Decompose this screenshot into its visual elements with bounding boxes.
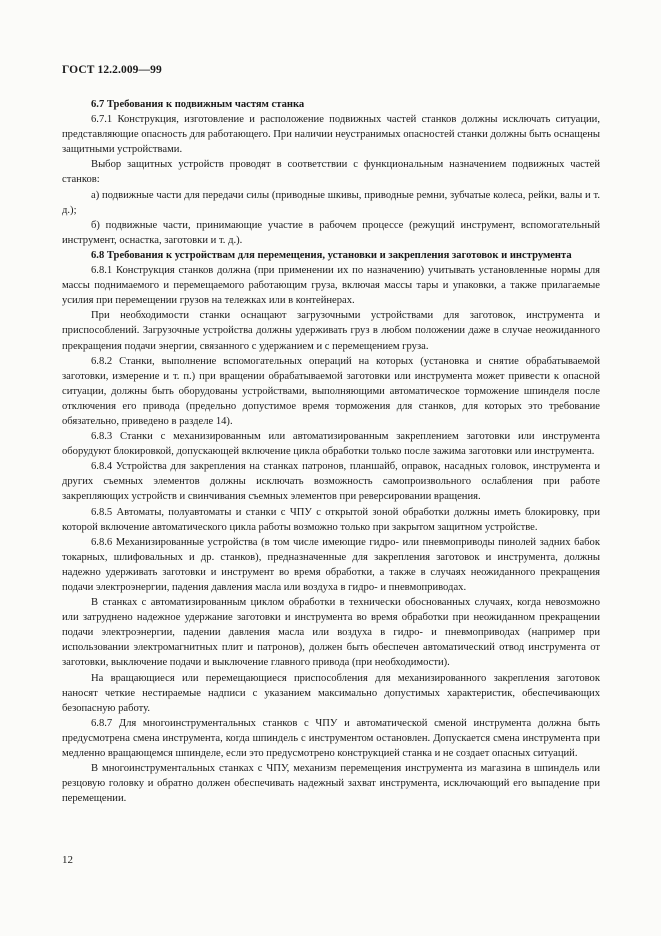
body-paragraph: В станках с автоматизированным циклом обработки в технически обоснованных случаях, когда невозможно или затруднено надежное удержание заготовки и инструмента во время обработки при неожиданном прекращении подачи электроэнергии, падении давления масла или воздуха в гидро- и пневмоприводах (например при использовании электромагнитных плит и патронов), должен быть обеспечен автоматический отвод инструмента от заготовки, выключение подачи и выключение главного привода (при необходимости). bbox=[62, 597, 600, 669]
document-header: ГОСТ 12.2.009—99 bbox=[62, 64, 162, 76]
body-paragraph: В многоинструментальных станках с ЧПУ, механизм перемещения инструмента из магазина в шпиндель или резцовую головку и обратно должен обеспечивать надежный захват инструмента, исключающий его выпадение при перемещении. bbox=[62, 763, 600, 805]
section-heading: 6.8 Требования к устройствам для перемещения, установки и закрепления заготовок и инструмента bbox=[91, 249, 572, 261]
document-body bbox=[62, 97, 600, 806]
body-paragraph: 6.8.3 Станки с механизированным или автоматизированным закреплением заготовки или инструмента оборудуют блокировкой, допускающей включение цикла обработки только после зажима заготовки или инструмента. bbox=[62, 431, 600, 458]
body-paragraph: 6.7.1 Конструкция, изготовление и расположение подвижных частей станков должны исключать ситуации, представляющие опасность для работающего. При наличии неустранимых опасностей станки должны быть оснащены защитными устройствами. bbox=[62, 114, 600, 156]
section-heading: 6.7 Требования к подвижным частям станка bbox=[91, 99, 305, 110]
body-paragraph: б) подвижные части, принимающие участие в рабочем процессе (режущий инструмент, вспомогательный инструмент, оснастка, заготовки и т. д.). bbox=[62, 219, 600, 246]
body-paragraph: На вращающиеся или перемещающиеся приспособления для механизированного закрепления заготовок наносят четкие нестираемые надписи с указанием максимально допустимых характеристик, обеспечивающих безопасную работу. bbox=[62, 672, 600, 714]
body-paragraph: 6.8.1 Конструкция станков должна (при применении их по назначению) учитывать установленные нормы для массы поднимаемого и перемещаемого работающим груза, включая массы тары и упаковки, а также прилагаемые усилия при перемещении грузов на тележках или в контейнерах. bbox=[62, 265, 600, 307]
body-paragraph: 6.8.6 Механизированные устройства (в том числе имеющие гидро- или пневмоприводы пинолей задних бабок токарных, шлифовальных и др. станков), предназначенные для закрепления заготовок и инструмента, должны надежно удерживать заготовки и инструмент во время обработки, а также в случаях неожиданного прекращения подачи электроэнергии, падения давления масла или воздуха в гидро- и пневмоприводах. bbox=[62, 536, 600, 593]
body-paragraph: 6.8.2 Станки, выполнение вспомогательных операций на которых (установка и снятие обрабатываемой заготовки, измерение и т. п.) при вращении обрабатываемой заготовки или инструмента может привести к опасной ситуации, должны быть оборудованы устройствами, выполняющими автоматическое торможение шпинделя после отключения его привода (предельно допустимое время торможения для станков, для которых это требование обязательно, приведено в разделе 14). bbox=[62, 355, 600, 427]
page-number: 12 bbox=[62, 854, 73, 866]
body-paragraph: 6.8.5 Автоматы, полуавтоматы и станки с ЧПУ с открытой зоной обработки должны иметь блокировку, при которой включение автоматического цикла работы возможно только при закрытом защитном устройстве. bbox=[62, 506, 600, 533]
body-paragraph: а) подвижные части для передачи силы (приводные шкивы, приводные ремни, зубчатые колеса, рейки, валы и т. д.); bbox=[62, 189, 600, 216]
body-paragraph: Выбор защитных устройств проводят в соответствии с функциональным назначением подвижных частей станков: bbox=[62, 159, 600, 186]
body-paragraph: 6.8.4 Устройства для закрепления на станках патронов, планшайб, оправок, насадных головок, инструмента и других съемных элементов должны исключать возможность самопроизвольного ослабления при работе закрепляющих устройств и свинчивания съемных элементов при реверсировании вращения. bbox=[62, 461, 600, 503]
body-paragraph: 6.8.7 Для многоинструментальных станков с ЧПУ и автоматической сменой инструмента должна быть предусмотрена смена инструмента, когда шпиндель с инструментом остановлен. Допускается смена инструмента при медленно вращающемся шпинделе, если это предусмотрено конструкцией станка и не создает опасных ситуаций. bbox=[62, 717, 600, 760]
body-paragraph: При необходимости станки оснащают загрузочными устройствами для заготовок, инструмента и приспособлений. Загрузочные устройства должны удерживать груз в любом положении даже в случае неожиданного прекращения подачи энергии, связанного с удержанием и с перемещением груза. bbox=[62, 310, 600, 352]
